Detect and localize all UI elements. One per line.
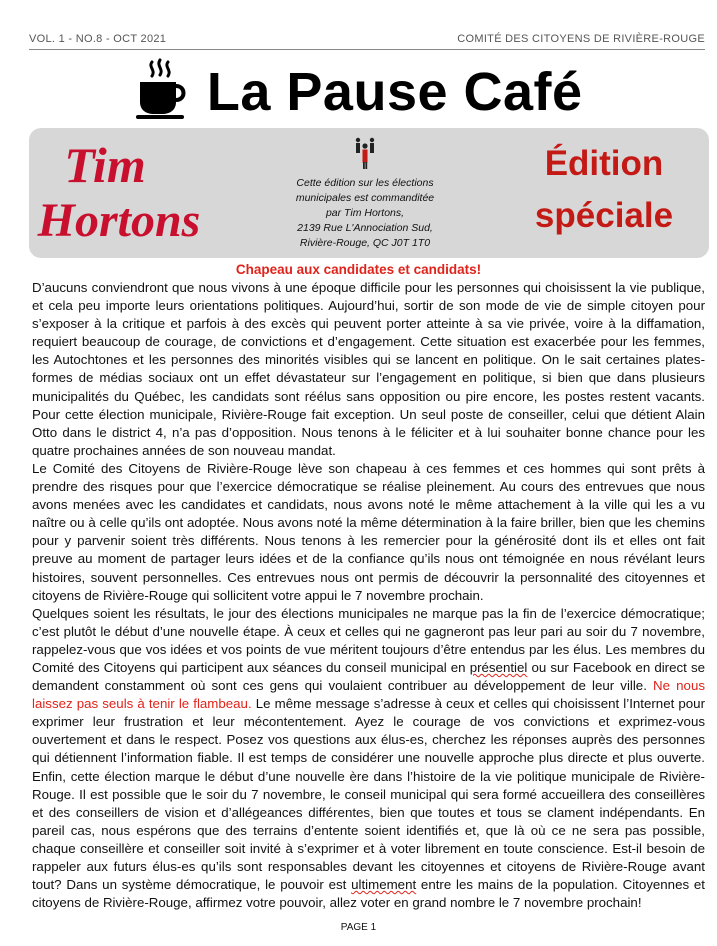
sponsor-line: Rivière-Rouge, QC J0T 1T0	[299, 237, 431, 249]
highlighted-sentence: Ne nous laissez pas seuls à tenir le flambeau.	[32, 678, 705, 712]
edition-line-2: spéciale	[534, 196, 674, 235]
masthead	[0, 58, 717, 128]
article-paragraph	[32, 605, 705, 913]
sponsor-line: 2139 Rue L'Annociation Sud,	[297, 222, 433, 234]
sponsor-line: municipales est commanditée	[295, 192, 435, 204]
article-headline: Chapeau aux candidates et candidats!	[235, 262, 482, 277]
sponsor-line: par Tim Hortons,	[325, 207, 405, 219]
newsletter-title: La Pause Café	[206, 61, 583, 122]
underlined-word: présentiel	[469, 659, 528, 675]
logo-line-2: Hortons	[37, 194, 201, 247]
article-body	[32, 279, 705, 912]
page-number: PAGE 1	[340, 922, 377, 933]
special-edition-label	[504, 138, 704, 242]
underlined-word: ultimement	[351, 877, 417, 893]
coffee-cup-icon	[134, 58, 188, 125]
people-icon	[352, 136, 378, 170]
issue-info: VOL. 1 - NO.8 - OCT 2021	[29, 33, 167, 45]
sponsor-line: Cette édition sur les élections	[296, 177, 434, 189]
organization-name: COMITÉ DES CITOYENS DE RIVIÈRE-ROUGE	[457, 33, 705, 45]
text-run: ou sur Facebook en direct se demandent constamment où sont ces gens qui voulaient contribuer au développement de leur ville.	[32, 659, 706, 694]
text-run: entre les mains de la population. Citoyennes et citoyens de Rivière-Rouge, affirmez votre pouvoir, allez voter en grand nombre le 7 novembre prochain!	[32, 877, 705, 911]
text-run: Le même message s’adresse à ceux et celles qui choisissent l’Internet pour exprimer leur frustration et leur mécontentement. Ayez le courage de vos convictions et exprimez-vous ouvertement et dans le respect. Posez vos questions aux élus-es, cherchez les réponses auprès des personnes qui détiennent l’information fiable. Il est temps de considérer une nouvelle approche plus directe et plus ouverte. Enfin, cette élection marque le début d’une nouvelle ère dans l’histoire de la vie politique municipale de Rivière-Rouge. Il est possible que le soir du 7 novembre, le conseil municipal qui sera formé accueillera des conseillères et des conseillers de vision et d’allégeances différentes, bien que toutes et tous se clament indépendants. En pareil cas, nous espérons que des terrains d’entente soient identifiés et, que là où ce ne sera pas possible, chaque conseillère et conseiller soit invité à s’exprimer et à voter librement en toute conscience. Est-il besoin de rappeler aux futurs élus-es qu’ils sont responsables devant les citoyennes et citoyens de Rivière-Rouge avant tout? Dans un système démocratique, le pouvoir est	[32, 696, 705, 893]
tim-hortons-logo	[35, 132, 201, 252]
article-paragraph: Le Comité des Citoyens de Rivière-Rouge lève son chapeau à ces femmes et ces hommes qui sont prêts à prendre des risques pour que l’exercice démocratique se réalise pleinement. Au cours des entrevues que nous avons menées avec les candidates et candidats, nous avons noté le même attachement à la ville qui les a vu naître ou à celle qu’ils ont adoptée. Nous avons noté la même détermination à la faire briller, bien que les chemins pour y parvenir soient très différents. Nous tenons à les remercier pour la générosité dont ils et elles ont fait preuve au moment de partager leurs idées et de la confiance qu’ils nous ont témoignée en nous révélant leurs histoires, souvent personnelles. Ces entrevues nous ont permis de découvrir la personnalité des citoyennes et citoyens de Rivière-Rouge qui sollicitent votre appui le 7 novembre prochain.	[32, 460, 705, 603]
logo-line-1: Tim	[64, 137, 146, 193]
sponsor-banner	[29, 128, 709, 258]
text-run: Quelques soient les résultats, le jour des élections municipales ne marque pas la fin de l’exercice démocratique; c’est plutôt le début d’une nouvelle étape. À ceux et celles qui ne gagneront pas leur pari au soir du 7 novembre, rappelez-vous que vos idées et vos points de vue méritent toujours d’être entendus par les élus. Les membres du Comité des Citoyens qui participent aux séances du conseil municipal en	[32, 605, 705, 675]
sponsor-credit	[277, 136, 453, 251]
edition-line-1: Édition	[544, 144, 664, 183]
article-paragraph: D’aucuns conviendront que nous vivons à une époque difficile pour les personnes qui choisissent la vie publique, et cela peu importe leurs orientations politiques. Aujourd’hui, sortir de son mode de vie de simple citoyen pour s’exposer à la critique et parfois à des excès qui peuvent porter atteinte à sa vie privée, voire à la diffamation, requiert beaucoup de courage, de convictions et d’engagement. Cette situation est exacerbée pour les femmes, les Autochtones et les personnes des minorités visibles qui se lancent en politique. On le sait certaines plates-formes de médias sociaux ont un effet dévastateur sur l’engagement en politique, si bien que dans plusieurs municipalités du Québec, les candidats sont réélus sans opposition ou pire encore, les postes restent vacants. Pour cette élection municipale, Rivière-Rouge fait exception. Un seul poste de conseiller, celui que détient Alain Otto dans le district 4, n’a pas d’opposition. Nous tenons à le féliciter et à lui souhaiter bonne chance pour les quatre prochaines années de son nouveau mandat.	[32, 280, 705, 458]
header-divider	[29, 49, 705, 50]
